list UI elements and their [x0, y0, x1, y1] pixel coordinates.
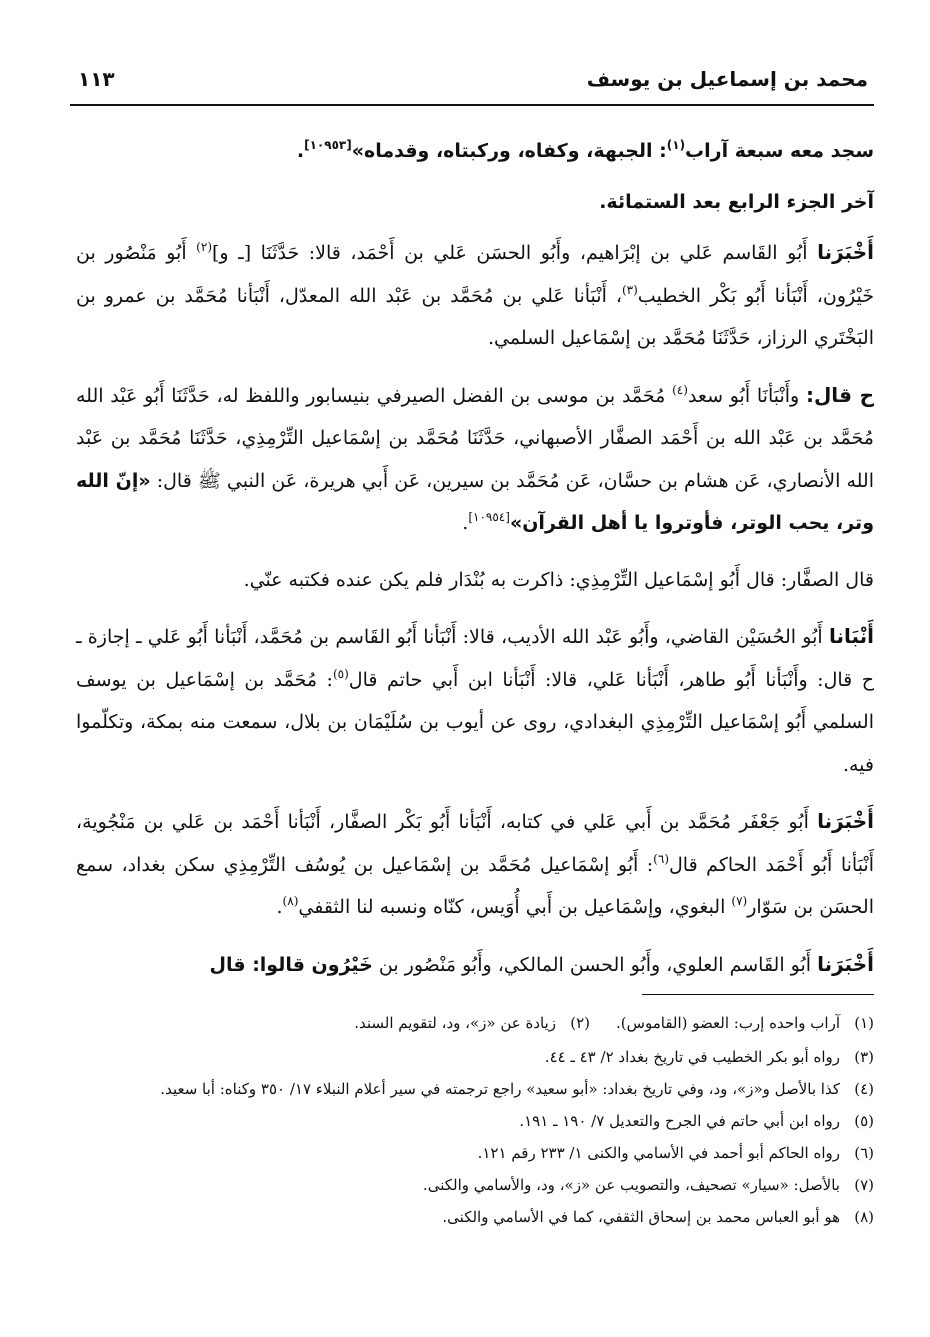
p5-text: قال الصفَّار: قال أَبُو إسْمَاعيل التِّرْمِذِي: ذاكرت به بُنْدَار فلم يكن عنده فكتبه عنّي.	[243, 568, 874, 591]
p3-t1: أَبُو القَاسم عَلي بن إبْرَاهيم، وأَبُو الحسَن عَلي بن أَحْمَد، قالا: حَدَّثَنَا [ـ و]	[212, 242, 818, 264]
footnote-number: (٢)	[570, 1014, 591, 1032]
footnote-row	[76, 1008, 874, 1040]
paragraph-7	[76, 800, 874, 929]
hadith-number: [١٠٩٥٤]	[468, 510, 510, 525]
running-header	[78, 62, 868, 96]
page-number: ١١٣	[78, 67, 115, 91]
footnote-number: (٣)	[854, 1048, 874, 1066]
footnote-ref-8: (٨)	[282, 894, 299, 909]
p6-t2: : مُحَمَّد بن إسْمَاعيل بن يوسف السلمي أَبُو إسْمَاعيل التِّرْمِذِي البغدادي، روى عن أيوب بن سُلَيْمَان بن بلال، سمعت منه بمكة، وتكلّموا فيه.	[76, 668, 874, 776]
footnote-7	[76, 1170, 874, 1200]
p3-t3: ، أَنْبَأنا عَلي بن مُحَمَّد بن عَبْد الله المعدّل، أَنْبَأنا مُحَمَّد بن عمرو بن البَخْتَري الرزاز، حَدَّثَنَا مُحَمَّد بن إسْمَاعيل السلمي.	[76, 284, 874, 349]
paragraph-4	[76, 374, 874, 545]
p6-t1: أَبُو الحُسَيْن القاضي، وأَبُو عَبْد الله الأديب، قالا: أَنْبَأنا أَبُو القَاسم بن مُحَمَّد، أَنْبَأنا أَبُو عَلي ـ إجازة ـ ح قال: وأَنْبَأنا أَبُو طاهر، أَنْبَأنا عَلي، قالا: أَنْبَأنا ابن أَبي حاتم قال	[76, 626, 875, 691]
p1-rest: : الجبهة، وكفاه، وركبتاه، وقدماه»	[351, 140, 667, 162]
paragraph-1	[76, 130, 874, 173]
p3-t2: أَبُو مَنْصُور بن خَيْرُون، أَنْبَأنا أَبُو بَكْر الخطيب	[76, 242, 874, 307]
p8-lead: أَخْبَرَنا	[817, 951, 874, 976]
p8-t1: أَبُو القَاسم العلوي، وأَبُو الحسن المالكي، وأَبُو مَنْصُور بن	[372, 953, 818, 976]
footnote-5	[76, 1106, 874, 1136]
hadith-number: [١٠٩٥٣]	[304, 138, 352, 153]
footnote-text: بالأصل: «سيار» تصحيف، والتصويب عن «ز»، ود، والأسامي والكنى.	[422, 1176, 840, 1194]
main-text	[76, 130, 874, 994]
p6-lead: أَنْبَانا	[828, 624, 874, 648]
paragraph-5	[76, 559, 874, 602]
footnote-text: زيادة عن «ز»، ود، لتقويم السند.	[354, 1014, 557, 1032]
footnote-number: (١)	[854, 1014, 874, 1032]
p7-lead: أَخْبَرَنا	[817, 809, 874, 833]
footnote-ref-3: (٣)	[621, 282, 638, 297]
footnote-4	[76, 1074, 874, 1104]
footnote-number: (٦)	[854, 1144, 874, 1162]
footnote-1	[616, 1008, 874, 1038]
footnote-ref-4: (٤)	[672, 382, 688, 397]
footnote-ref-1: (١)	[666, 138, 686, 153]
footnote-6	[76, 1138, 874, 1168]
footnote-3	[76, 1042, 874, 1072]
p7-t1: أَبُو جَعْفَر مُحَمَّد بن أَبي عَلي في كتابه، أَنْبَأنا أَبُو بَكْر الصفَّار، أَنْبَأنا أَحْمَد بن عَلي بن مَنْجُوية، أَنْبَأنا أَبُو أَحْمَد الحاكم قال	[76, 811, 874, 876]
footnote-text: رواه الحاكم أبو أحمد في الأسامي والكنى ١/ ٢٣٣ رقم ١٢١.	[477, 1144, 840, 1162]
footnote-text: هو أبو العباس محمد بن إسحاق الثقفي، كما في الأسامي والكنى.	[442, 1208, 840, 1226]
footnote-text: كذا بالأصل و«ز»، ود، وفي تاريخ بغداد: «أبو سعيد» راجع ترجمته في سير أعلام النبلاء ١٧/ ٣٥٠ وكناه: أبا سعيد.	[160, 1080, 840, 1098]
footnote-2	[354, 1008, 590, 1038]
footnote-number: (٤)	[854, 1080, 874, 1098]
p4-quote: «إنّ الله وتر، يحب الوتر، فأوتروا يا أهل القرآن»	[76, 469, 874, 534]
footnote-text: رواه أبو بكر الخطيب في تاريخ بغداد ٢/ ٤٣ ـ ٤٤.	[544, 1048, 840, 1066]
p1-end: .	[296, 140, 305, 162]
p3-lead: أَخْبَرَنا	[817, 240, 874, 264]
header-rule	[70, 104, 874, 106]
p1-text: سجد معه سبعة آراب	[685, 140, 874, 162]
footnote-number: (٥)	[854, 1112, 874, 1130]
p4-t1: وأَنْبَأنَا أَبُو سعد	[687, 384, 806, 407]
p8-bold-end: خَيْرُون قالوا: قال	[209, 953, 373, 976]
paragraph-6	[76, 615, 874, 786]
footnotes	[76, 1008, 874, 1234]
footnote-ref-5: (٥)	[332, 666, 349, 681]
p7-end: .	[276, 896, 283, 918]
footnote-ref-7: (٧)	[731, 894, 748, 909]
footnote-ref-2: (٢)	[196, 240, 212, 255]
footnote-number: (٧)	[854, 1176, 874, 1194]
paragraph-3	[76, 231, 874, 360]
p2-text: آخر الجزء الرابع بعد الستمائة.	[599, 190, 874, 213]
paragraph-8	[76, 943, 874, 987]
footnote-text: آراب واحده إرب: العضو (القاموس).	[616, 1014, 840, 1032]
footnote-8	[76, 1202, 874, 1232]
footnote-rule	[642, 994, 874, 995]
footnote-ref-6: (٦)	[653, 851, 669, 866]
footnote-number: (٨)	[854, 1208, 874, 1226]
p4-lead: ح قال:	[805, 382, 874, 407]
p7-t2: : أَبُو إسْمَاعيل مُحَمَّد بن إسْمَاعيل بن يُوسُف التِّرْمِذِي سكن بغداد، سمع الحسَن بن سَوّار	[76, 853, 874, 918]
running-title: محمد بن إسماعيل بن يوسف	[586, 67, 868, 91]
p7-t3: البغوي، وإسْمَاعيل بن أَبي أُوَيس، كنّاه ونسبه لنا الثقفي	[298, 896, 732, 918]
p4-end: .	[462, 512, 469, 534]
p4-t2: مُحَمَّد بن موسى بن الفضل الصيرفي بنيسابور واللفظ له، حَدَّثَنَا أَبُو عَبْد الله مُحَمَّد بن عَبْد الله بن أَحْمَد الصفَّار الأصبهاني، حَدَّثَنَا مُحَمَّد بن إسْمَاعيل التِّرْمِذِي، حَدَّثَنَا مُحَمَّد بن عَبْد الله الأنصاري، عَن هشام بن حسَّان، عَن مُحَمَّد بن سيرين، عَن أَبي هريرة، عَن النبي ﷺ قال:	[76, 384, 874, 492]
footnote-text: رواه ابن أبي حاتم في الجرح والتعديل ٧/ ١٩٠ ـ ١٩١.	[519, 1112, 840, 1130]
paragraph-2	[76, 181, 874, 224]
